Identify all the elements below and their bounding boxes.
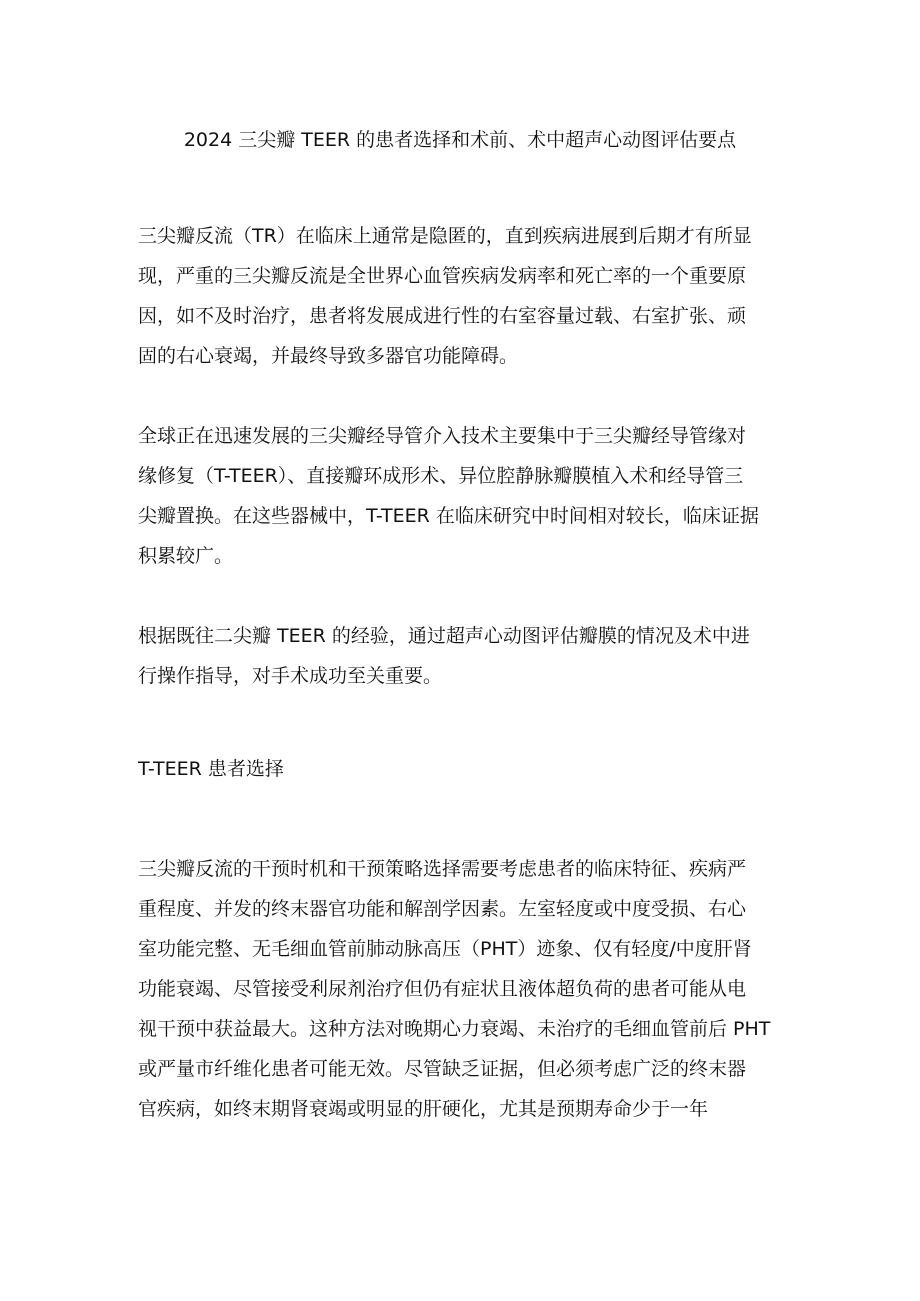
paragraph-line: 因，如不及时治疗，患者将发展成进行性的右室容量过载、右室扩张、顽: [138, 305, 747, 327]
paragraph-line: 功能衰竭、尽管接受利尿剂治疗但仍有症状且液体超负荷的患者可能从电: [138, 978, 747, 1000]
paragraph-patient-selection: [138, 849, 784, 1129]
paragraph-line: 重程度、并发的终末器官功能和解剖学因素。左室轻度或中度受损、右心: [138, 898, 747, 920]
paragraph-line: 现，严重的三尖瓣反流是全世界心血管疾病发病率和死亡率的一个重要原: [138, 265, 747, 287]
paragraph-tr-overview: [138, 216, 784, 376]
paragraph-line: 三尖瓣反流的干预时机和干预策略选择需要考虑患者的临床特征、疾病严: [138, 858, 747, 880]
paragraph-line: 积累较广。: [138, 545, 234, 567]
paragraph-line: 室功能完整、无毛细血管前肺动脉高压（PHT）迹象、仅有轻度/中度肝肾: [138, 938, 752, 960]
paragraph-line: 官疾病，如终末期肾衰竭或明显的肝硬化，尤其是预期寿命少于一年: [138, 1098, 709, 1120]
paragraph-line: 或严量市纤维化患者可能无效。尽管缺乏证据，但必须考虑广泛的终末器: [138, 1058, 747, 1080]
paragraph-line: 行操作指导，对手术成功至关重要。: [138, 665, 443, 687]
document-title: 2024 三尖瓣 TEER 的患者选择和术前、术中超声心动图评估要点: [183, 129, 737, 151]
paragraph-line: 尖瓣置换。在这些器械中，T-TEER 在临床研究中时间相对较长，临床证据: [138, 505, 759, 527]
paragraph-echo-guidance: [138, 616, 784, 696]
paragraph-line: 固的右心衰竭，并最终导致多器官功能障碍。: [138, 345, 519, 367]
paragraph-line: 全球正在迅速发展的三尖瓣经导管介入技术主要集中于三尖瓣经导管缘对: [138, 425, 747, 447]
paragraph-line: 视干预中获益最大。这种方法对晚期心力衰竭、未治疗的毛细血管前后 PHT: [138, 1018, 771, 1040]
paragraph-transcatheter-techniques: [138, 416, 784, 576]
paragraph-line: 缘修复（T-TEER）、直接瓣环成形术、异位腔静脉瓣膜植入术和经导管三: [138, 465, 744, 487]
section-heading: T-TEER 患者选择: [138, 758, 284, 780]
paragraph-line: 根据既往二尖瓣 TEER 的经验，通过超声心动图评估瓣膜的情况及术中进: [138, 625, 750, 647]
paragraph-line: 三尖瓣反流（TR）在临床上通常是隐匿的，直到疾病进展到后期才有所显: [138, 225, 752, 247]
